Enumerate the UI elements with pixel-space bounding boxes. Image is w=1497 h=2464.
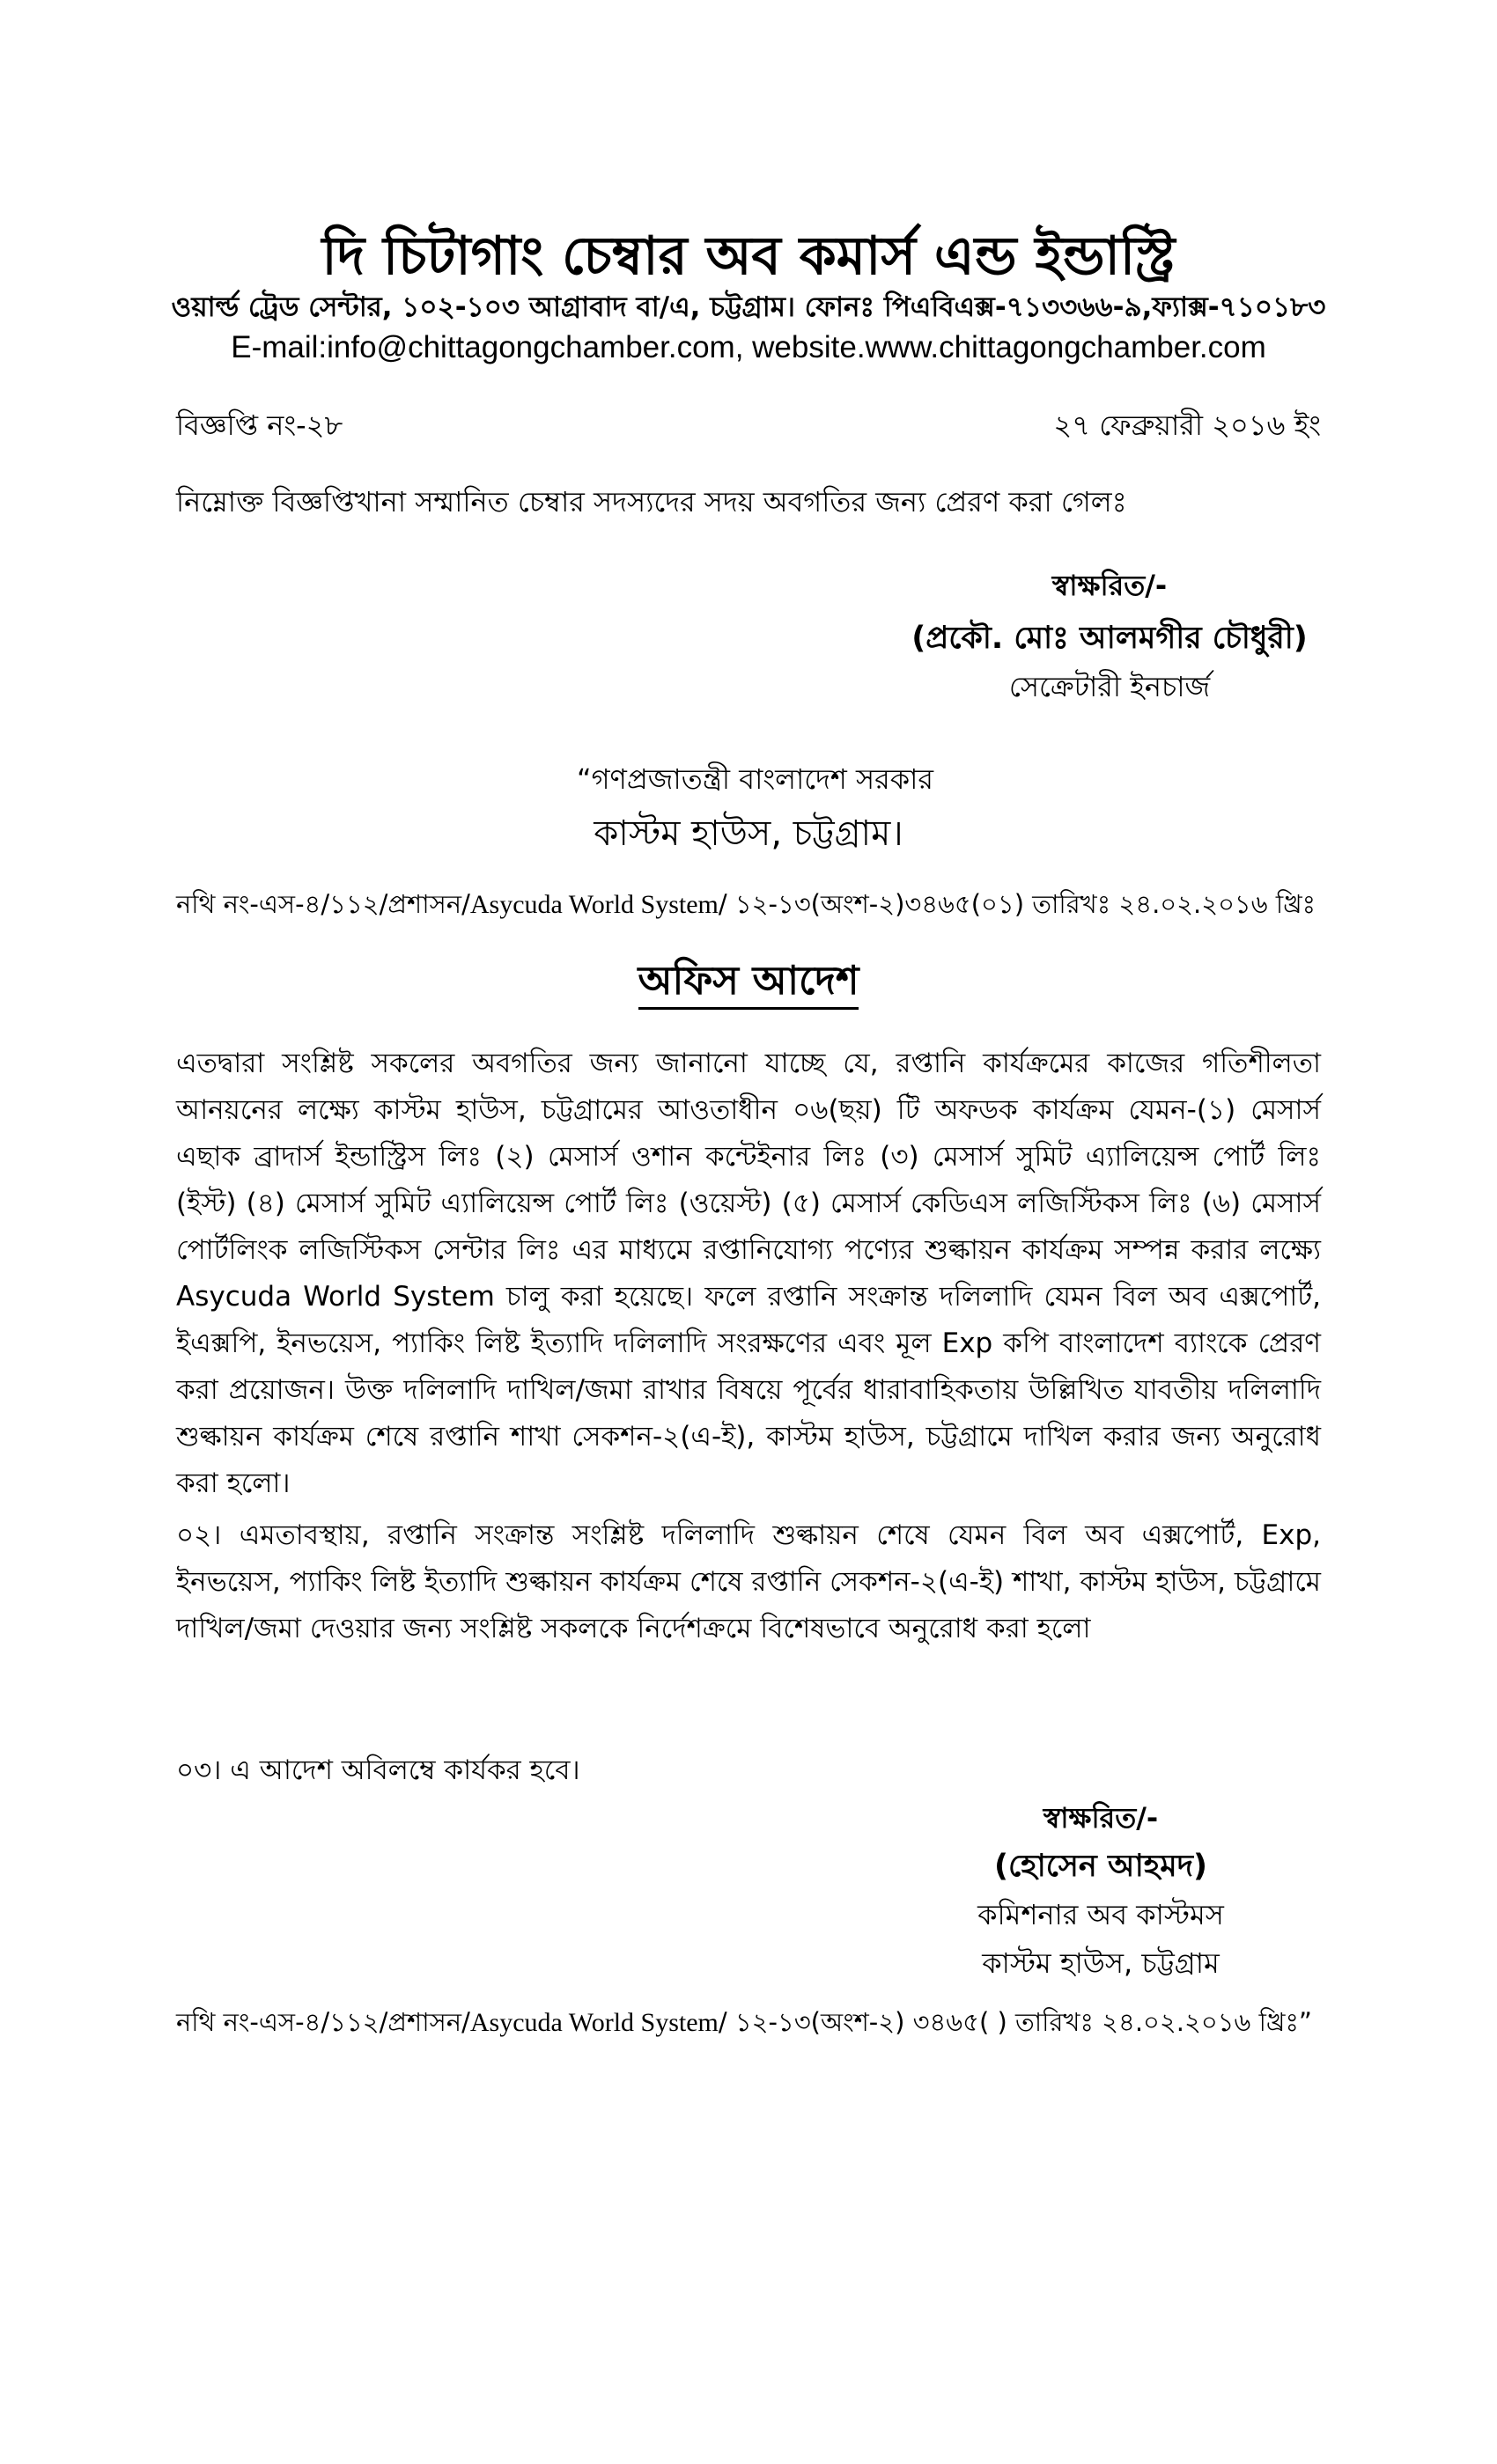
reference-line-1 [176,885,1321,928]
notice-number: বিজ্ঞপ্তি নং-২৮ [176,408,343,442]
signatory-name-1: (প্রকৌ. মোঃ আলমগীর চৌধুরী) [911,621,1308,656]
order-paragraph-1: এতদ্বারা সংশ্লিষ্ট সকলের অবগতির জন্য জানানো যাচ্ছে যে, রপ্তানি কার্যক্রমের কাজের গতিশীলতা আনয়নের লক্ষ্যে কাস্টম হাউস, চট্টগ্রামের আওতাধীন ০৬(ছয়) টি অফডক কার্যক্রম যেমন-(১) মেসার্স এছাক ব্রাদার্স ইন্ডাস্ট্রিস লিঃ (২) মেসার্স ওশান কন্টেইনার লিঃ (৩) মেসার্স সুমিট এ্যালিয়েন্স পোর্ট লিঃ (ইস্ট) (৪) মেসার্স সুমিট এ্যালিয়েন্স পোর্ট লিঃ (ওয়েস্ট) (৫) মেসার্স কেডিএস লজিস্টিকস লিঃ (৬) মেসার্স পোর্টলিংক লজিস্টিকস সেন্টার লিঃ এর মাধ্যমে রপ্তানিযোগ্য পণ্যের শুল্কায়ন কার্যক্রম সম্পন্ন করার লক্ষ্যে Asycuda World System চালু করা হয়েছে। ফলে রপ্তানি সংক্রান্ত দলিলাদি যেমন বিল অব এক্সপোর্ট, ইএক্সপি, ইনভয়েস, প্যাকিং লিষ্ট ইত্যাদি দলিলাদি সংরক্ষণের এবং মূল Exp কপি বাংলাদেশ ব্যাংকে প্রেরণ করা প্রয়োজন। উক্ত দলিলাদি দাখিল/জমা রাখার বিষয়ে পূর্বের ধারাবাহিকতায় উল্লিখিত যাবতীয় দলিলাদি শুল্কায়ন কার্যক্রম শেষে রপ্তানি শাখা সেকশন-২(এ-ই), কাস্টম হাউস, চট্টগ্রামে দাখিল করার জন্য অনুরোধ করা হলো। [176,1048,1321,1499]
notice-intro: নিম্নোক্ত বিজ্ঞপ্তিখানা সম্মানিত চেম্বার সদস্যদের সদয় অবগতির জন্য প্রেরণ করা গেলঃ [176,485,1127,519]
signatory-name-2: (হোসেন আহমদ) [993,1849,1208,1884]
government-heading: “গণপ্রজাতন্ত্রী বাংলাদেশ সরকার [577,762,934,796]
notice-date: ২৭ ফেব্রুয়ারী ২০১৬ ইং [1053,408,1321,442]
reference-suffix: / ১২-১৩(অংশ-২) ৩৪৬৫( ) তারিখঃ ২৪.০২.২০১৬ খ্রিঃ” [718,2007,1312,2037]
signatory-office-2: কাস্টম হাউস, চট্টগ্রাম [982,1946,1220,1980]
signed-label-2: স্বাক্ষরিত/- [1043,1801,1159,1835]
reference-prefix: নথি নং-এস-৪/১১২/প্রশাসন/ [176,889,470,919]
reference-system: Asycuda World System [469,2008,719,2037]
organization-contact: E-mail:info@chittagongchamber.com, website.www.chittagongchamber.com [231,330,1266,364]
reference-system: Asycuda World System [469,890,719,919]
signed-label-1: স্বাক্ষরিত/- [1051,569,1168,602]
office-order-heading [0,951,1497,1017]
organization-address: ওয়ার্ল্ড ট্রেড সেন্টার, ১০২-১০৩ আগ্রাবাদ বা/এ, চট্টগ্রাম। ফোনঃ পিএবিএক্স-৭১৩৩৬৬-৯,ফ্যাক্স-৭১০১৮৩ [171,291,1326,323]
office-order-title: অফিস আদেশ [638,957,859,1010]
reference-line-2 [176,2003,1321,2046]
order-paragraph-3: ০৩। এ আদেশ অবিলম্বে কার্যকর হবে। [176,1754,580,1786]
custom-house-heading: কাস্টম হাউস, চট্টগ্রাম। [594,813,903,854]
organization-title: দি চিটাগাং চেম্বার অব কমার্স এন্ড ইন্ডাস্ট্রি [321,225,1176,287]
order-paragraph-2: ০২। এমতাবস্থায়, রপ্তানি সংক্রান্ত সংশ্লিষ্ট দলিলাদি শুল্কায়ন শেষে যেমন বিল অব এক্সপোর্ট, Exp, ইনভয়েস, প্যাকিং লিষ্ট ইত্যাদি শুল্কায়ন কার্যক্রম শেষে রপ্তানি সেকশন-২(এ-ই) শাখা, কাস্টম হাউস, চট্টগ্রামে দাখিল/জমা দেওয়ার জন্য সংশ্লিষ্ট সকলকে নির্দেশক্রমে বিশেষভাবে অনুরোধ করা হলো [176,1519,1321,1644]
signatory-designation-2: কমিশনার অব কাস্টমস [977,1898,1224,1931]
signatory-designation-1: সেক্রেটারী ইনচার্জ [1008,670,1211,703]
reference-suffix: / ১২-১৩(অংশ-২)৩৪৬৫(০১) তারিখঃ ২৪.০২.২০১৬ খ্রিঃ [718,889,1316,919]
reference-prefix: নথি নং-এস-৪/১১২/প্রশাসন/ [176,2007,470,2037]
